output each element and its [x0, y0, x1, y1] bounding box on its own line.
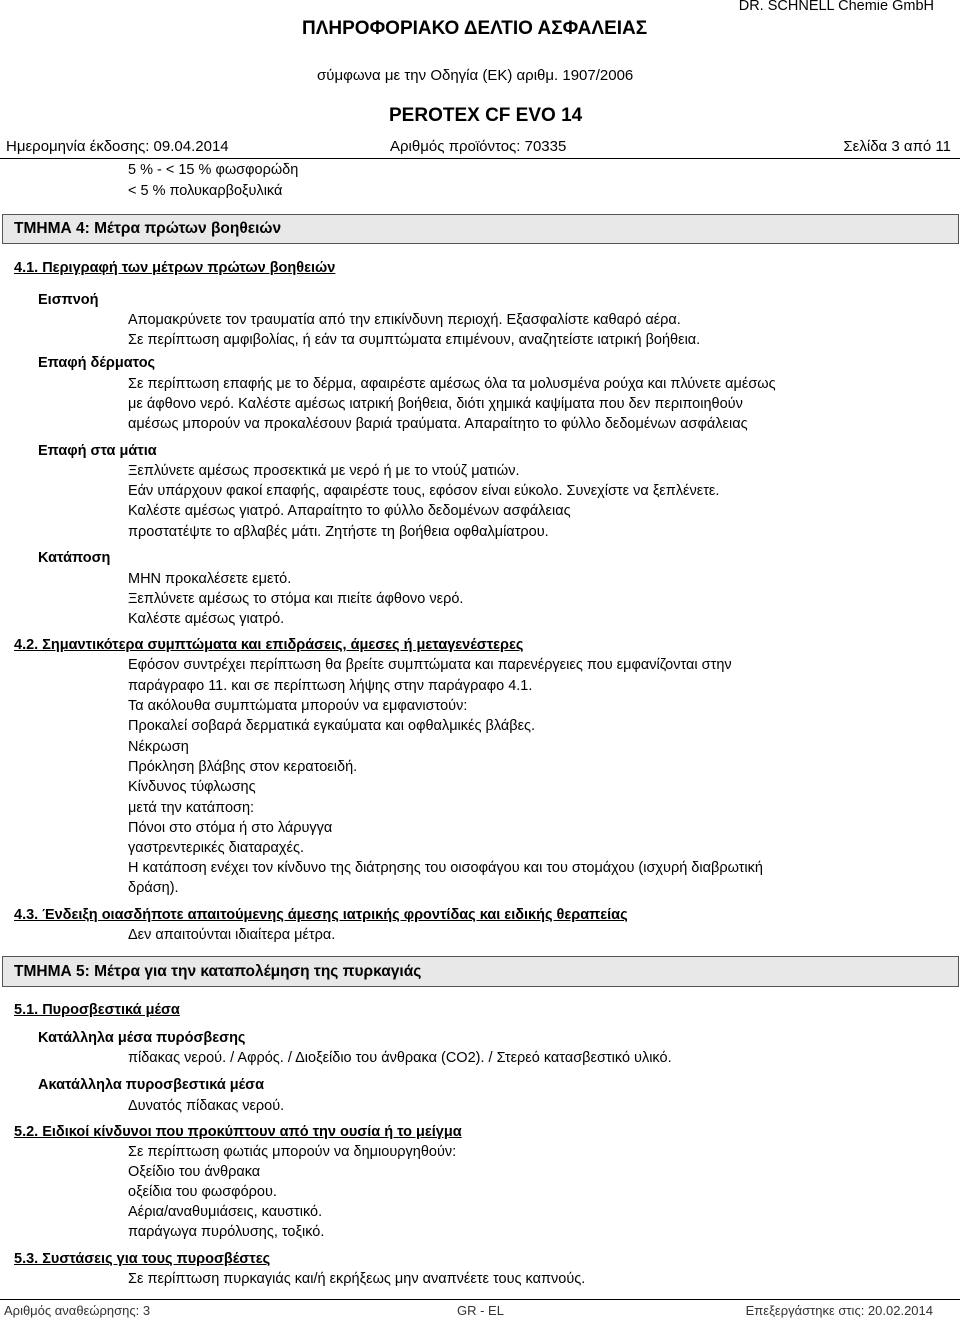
section-4-header — [2, 214, 959, 244]
symptoms-text: παράγραφο 11. και σε περίπτωση λήψης στην παράγραφο 4.1. — [128, 678, 533, 694]
product-number: Αριθμός προϊόντος: 70335 — [390, 138, 567, 155]
skin-contact-text: με άφθονο νερό. Καλέστε αμέσως ιατρική βοήθεια, διότι χημικά καψίματα που δεν περιποιηθούν — [128, 396, 743, 412]
symptoms-text: γαστρεντερικές διαταραχές. — [128, 840, 304, 856]
inhalation-label: Εισπνοή — [38, 292, 99, 308]
product-name: PEROTEX CF EVO 14 — [389, 105, 583, 126]
symptoms-text: Η κατάποση ενέχει τον κίνδυνο της διάτρησης του οισοφάγου και του στομάχου (ισχυρή διαβρωτική — [128, 860, 763, 876]
subsection-5-3-heading: 5.3. Συστάσεις για τους πυροσβέστες — [14, 1251, 271, 1267]
symptoms-text: Τα ακόλουθα συμπτώματα μπορούν να εμφανιστούν: — [128, 698, 468, 714]
section-5-title: ΤΜΗΜΑ 5: Μέτρα για την καταπολέμηση της πυρκαγιάς — [14, 962, 422, 980]
eye-contact-text: Καλέστε αμέσως γιατρό. Απαραίτητο το φύλλο δεδομένων ασφάλειας — [128, 503, 571, 519]
special-hazards-text: Οξείδιο του άνθρακα — [128, 1164, 261, 1180]
section-4-title: ΤΜΗΜΑ 4: Μέτρα πρώτων βοηθειών — [14, 220, 282, 237]
skin-contact-label: Επαφή δέρματος — [38, 355, 156, 371]
skin-contact-text: Σε περίπτωση επαφής με το δέρμα, αφαιρέστε αμέσως όλα τα μολυσμένα ρούχα και πλύνετε αμέσως — [128, 376, 776, 392]
symptoms-text: δράση). — [128, 880, 179, 896]
eye-contact-label: Επαφή στα μάτια — [38, 443, 157, 459]
document-title: ΠΛΗΡΟΦΟΡΙΑΚΟ ΔΕΛΤΙΟ ΑΣΦΑΛΕΙΑΣ — [302, 18, 648, 39]
symptoms-text: Προκαλεί σοβαρά δερματικά εγκαύματα και οφθαλμικές βλάβες. — [128, 718, 536, 734]
company-name: DR. SCHNELL Chemie GmbH — [738, 0, 934, 14]
eye-contact-text: Ξεπλύνετε αμέσως προσεκτικά με νερό ή με το ντούζ ματιών. — [128, 463, 520, 479]
directive-reference: σύμφωνα με την Οδηγία (ΕΚ) αριθμ. 1907/2006 — [317, 67, 634, 84]
ingestion-text: Ξεπλύνετε αμέσως το στόμα και πιείτε άφθονο νερό. — [128, 591, 464, 607]
symptoms-text: Πόνοι στο στόμα ή στο λάρυγγα — [128, 820, 333, 836]
issue-date: Ημερομηνία έκδοσης: 09.04.2014 — [6, 138, 229, 155]
language-code: GR - EL — [457, 1303, 504, 1318]
unsuitable-media-text: Δυνατός πίδακας νερού. — [128, 1098, 285, 1114]
special-hazards-text: Αέρια/αναθυμιάσεις, καυστικό. — [128, 1204, 323, 1220]
ingestion-text: Καλέστε αμέσως γιατρό. — [128, 611, 285, 627]
medical-attention-text: Δεν απαιτούνται ιδιαίτερα μέτρα. — [128, 927, 336, 943]
subsection-4-2-heading: 4.2. Σημαντικότερα συμπτώματα και επιδράσεις, άμεσες ή μεταγενέστερες — [14, 637, 524, 653]
inhalation-text: Απομακρύνετε τον τραυματία από την επικίνδυνη περιοχή. Εξασφαλίστε καθαρό αέρα. — [128, 312, 681, 328]
special-hazards-text: Σε περίπτωση φωτιάς μπορούν να δημιουργηθούν: — [128, 1144, 457, 1160]
subsection-4-1-heading: 4.1. Περιγραφή των μέτρων πρώτων βοηθειών — [14, 260, 336, 276]
firefighter-advice-text: Σε περίπτωση πυρκαγιάς και/ή εκρήξεως μην αναπνέετε τους καπνούς. — [128, 1271, 586, 1287]
page-number: Σελίδα 3 από 11 — [843, 138, 951, 155]
eye-contact-text: Εάν υπάρχουν φακοί επαφής, αφαιρέστε τους, εφόσον είναι εύκολο. Συνεχίστε να ξεπλένετε. — [128, 483, 720, 499]
ingestion-label: Κατάποση — [38, 550, 111, 566]
header-divider — [0, 158, 960, 159]
suitable-media-text: πίδακας νερού. / Αφρός. / Διοξείδιο του άνθρακα (CO2). / Στερεό κατασβεστικό υλικό. — [128, 1050, 672, 1066]
symptoms-text: Πρόκληση βλάβης στον κερατοειδή. — [128, 759, 358, 775]
inhalation-text: Σε περίπτωση αμφιβολίας, ή εάν τα συμπτώματα επιμένουν, αναζητείστε ιατρική βοήθεια. — [128, 332, 701, 348]
subsection-5-1-heading: 5.1. Πυροσβεστικά μέσα — [14, 1002, 180, 1018]
revision-number: Αριθμός αναθεώρησης: 3 — [4, 1303, 151, 1318]
unsuitable-media-label: Ακατάλληλα πυροσβεστικά μέσα — [38, 1077, 265, 1093]
subsection-5-2-heading: 5.2. Ειδικοί κίνδυνοι που προκύπτουν από την ουσία ή το μείγμα — [14, 1124, 462, 1140]
composition-line: 5 % - < 15 % φωσφορώδη — [128, 162, 299, 178]
symptoms-text: μετά την κατάποση: — [128, 800, 255, 816]
section-5-header — [2, 956, 959, 987]
skin-contact-text: αμέσως μπορούν να προκαλέσουν βαριά τραύματα. Απαραίτητο το φύλλο δεδομένων ασφάλειας — [128, 416, 748, 432]
suitable-media-label: Κατάλληλα μέσα πυρόσβεσης — [38, 1030, 246, 1046]
special-hazards-text: οξείδια του φωσφόρου. — [128, 1184, 277, 1200]
subsection-4-3-heading: 4.3. Ένδειξη οιασδήποτε απαιτούμενης άμεσης ιατρικής φροντίδας και ειδικής θεραπείας — [14, 907, 628, 923]
composition-line: < 5 % πολυκαρβοξυλικά — [128, 183, 283, 199]
eye-contact-text: προστατέψτε το αβλαβές μάτι. Ζητήστε τη βοήθεια οφθαλμίατρου. — [128, 524, 549, 540]
edited-date: Επεξεργάστηκε στις: 20.02.2014 — [745, 1303, 933, 1318]
symptoms-text: Κίνδυνος τύφλωσης — [128, 779, 256, 795]
footer-divider — [0, 1299, 960, 1300]
ingestion-text: ΜΗΝ προκαλέσετε εμετό. — [128, 571, 292, 587]
symptoms-text: Νέκρωση — [128, 739, 189, 755]
special-hazards-text: παράγωγα πυρόλυσης, τοξικό. — [128, 1224, 325, 1240]
symptoms-text: Εφόσον συντρέχει περίπτωση θα βρείτε συμπτώματα και παρενέργειες που εμφανίζονται στην — [128, 657, 732, 673]
